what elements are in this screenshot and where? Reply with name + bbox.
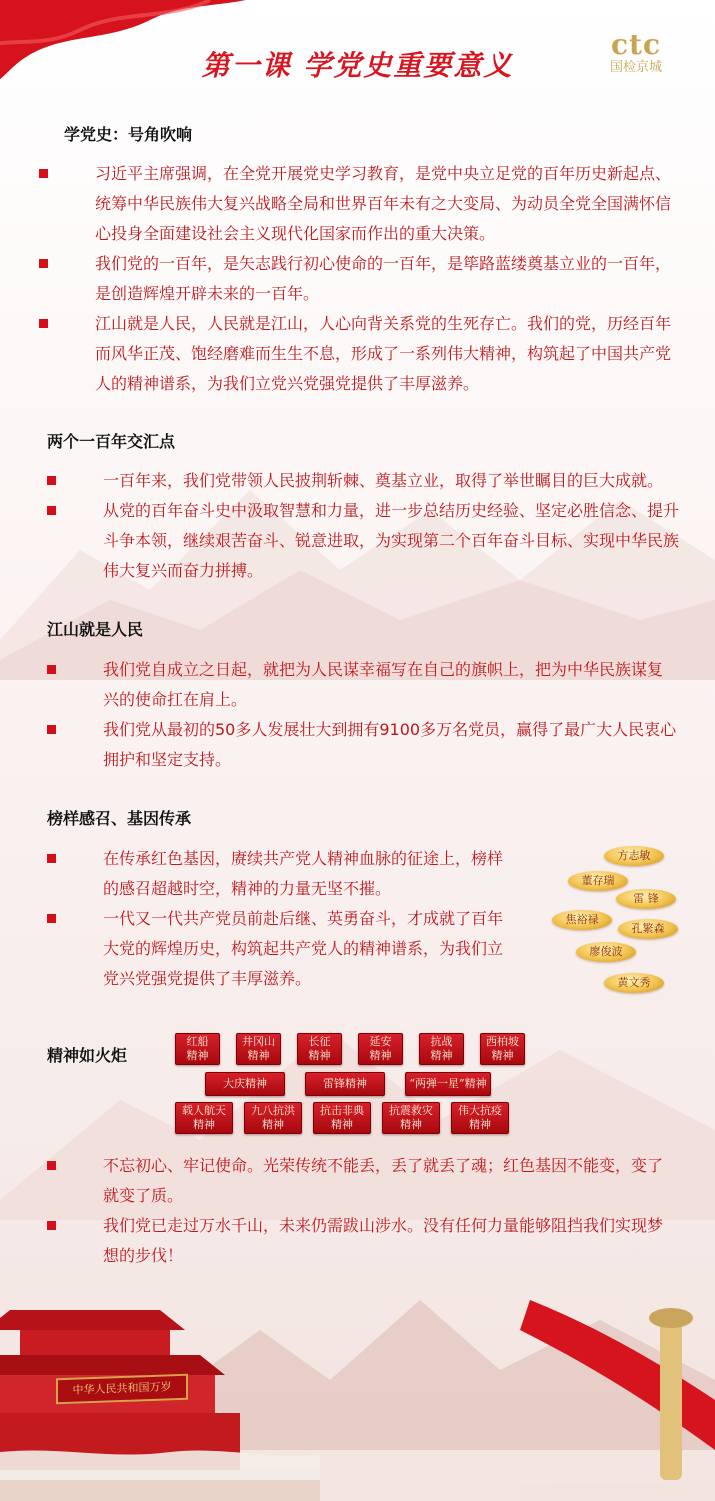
list-item: 江山就是人民，人民就是江山，人心向背关系党的生死存亡。我们的党，历经百年而风华正茂、饱经磨难而生生不息，形成了一系列伟大精神，构筑起了中国共产党人的精神谱系，为我们立党兴党强党提供了丰厚滋养。	[39, 309, 679, 399]
list-item: 在传承红色基因，赓续共产党人精神血脉的征途上，榜样的感召超越时空，精神的力量无坚不摧。	[47, 844, 517, 904]
list-item: 习近平主席强调，在全党开展党史学习教育，是党中央立足党的百年历史新起点、统筹中华民族伟大复兴战略全局和世界百年未有之大变局、为动员全党全国满怀信心投身全面建设社会主义现代化国家而作出的重大决策。	[39, 159, 679, 249]
list-item: 我们党从最初的50多人发展壮大到拥有9100多万名党员，赢得了最广大人民衷心拥护和坚定支持。	[47, 715, 677, 775]
logo-text: 国检京城	[609, 60, 662, 75]
spirit-card: 载人航天 精神	[175, 1102, 233, 1134]
spirit-card: 红船 精神	[175, 1033, 220, 1065]
section-heading-2: 两个一百年交汇点	[47, 432, 176, 451]
bullet-icon	[47, 854, 56, 863]
list-item: 从党的百年奋斗史中汲取智慧和力量，进一步总结历史经验、坚定必胜信念、提升斗争本领，继续艰苦奋斗、锐意进取，为实现第二个百年奋斗目标、实现中华民族伟大复兴而奋力拼搏。	[47, 496, 689, 586]
list-item: 一百年来，我们党带领人民披荆斩棘、奠基立业，取得了举世瞩目的巨大成就。	[47, 466, 689, 496]
bullet-icon	[39, 319, 48, 328]
logo-mark: ctc	[610, 28, 662, 61]
list-item: 我们党的一百年，是矢志践行初心使命的一百年，是筚路蓝缕奠基立业的一百年，是创造辉煌开辟未来的一百年。	[39, 249, 679, 309]
spirit-card: 长征 精神	[297, 1033, 342, 1065]
spirit-row-2	[205, 1072, 491, 1096]
name-medal: 雷 锋	[616, 889, 676, 909]
name-medal: 方志敏	[604, 846, 664, 866]
bullet-icon	[47, 1221, 56, 1230]
page-title: 第一课 学党史重要意义	[201, 49, 514, 82]
section-2-list	[47, 466, 689, 586]
company-logo	[603, 30, 669, 76]
bullet-icon	[39, 259, 48, 268]
huabiao-ribbon	[520, 1290, 715, 1501]
list-item: 不忘初心、牢记使命。光荣传统不能丢，丢了就丢了魂；红色基因不能变，变了就变了质。	[47, 1151, 677, 1211]
spirit-card: 西柏坡 精神	[480, 1033, 525, 1065]
spirit-row-3	[175, 1102, 509, 1134]
spirit-card: 伟大抗疫 精神	[451, 1102, 509, 1134]
list-item: 我们党已走过万水千山，未来仍需跋山涉水。没有任何力量能够阻挡我们实现梦想的步伐！	[47, 1211, 677, 1271]
name-medal: 廖俊波	[576, 942, 636, 962]
gate-banner: 中华人民共和国万岁	[56, 1374, 188, 1405]
section-heading-3: 江山就是人民	[47, 620, 144, 639]
section-3-list	[47, 655, 677, 775]
name-medal: 董存瑞	[568, 871, 628, 891]
list-item: 我们党自成立之日起，就把为人民谋幸福写在自己的旗帜上，把为中华民族谋复兴的使命扛在肩上。	[47, 655, 677, 715]
name-medal: 黄文秀	[604, 973, 664, 993]
bullet-icon	[47, 1161, 56, 1170]
spirit-card: 延安 精神	[358, 1033, 403, 1065]
section-5-list	[47, 1151, 677, 1271]
section-heading-4: 榜样感召、基因传承	[47, 809, 192, 828]
spirit-card: 抗战 精神	[419, 1033, 464, 1065]
section-heading-1: 学党史：号角吹响	[64, 125, 193, 144]
spirit-card: 九八抗洪 精神	[244, 1102, 302, 1134]
name-medal: 孔繁森	[618, 919, 678, 939]
name-medal: 焦裕禄	[552, 910, 612, 930]
section-1-list	[39, 159, 679, 399]
bullet-icon	[47, 665, 56, 674]
spirit-card: 抗震救灾 精神	[382, 1102, 440, 1134]
bullet-icon	[47, 476, 56, 485]
spirit-card: 大庆精神	[205, 1072, 285, 1096]
bullet-icon	[39, 169, 48, 178]
bullet-icon	[47, 914, 56, 923]
bullet-icon	[47, 506, 56, 515]
section-4-list	[47, 844, 517, 994]
spirit-card: “两弹一星”精神	[405, 1072, 491, 1096]
list-item: 一代又一代共产党员前赴后继、英勇奋斗，才成就了百年大党的辉煌历史，构筑起共产党人的精神谱系，为我们立党兴党强党提供了丰厚滋养。	[47, 904, 517, 994]
spirit-card: 雷锋精神	[305, 1072, 385, 1096]
section-heading-5: 精神如火炬	[47, 1046, 128, 1065]
spirit-row-1	[175, 1033, 525, 1065]
bullet-icon	[47, 725, 56, 734]
spirit-card: 抗击非典 精神	[313, 1102, 371, 1134]
role-model-names	[548, 842, 678, 1002]
spirit-card: 井冈山 精神	[236, 1033, 281, 1065]
